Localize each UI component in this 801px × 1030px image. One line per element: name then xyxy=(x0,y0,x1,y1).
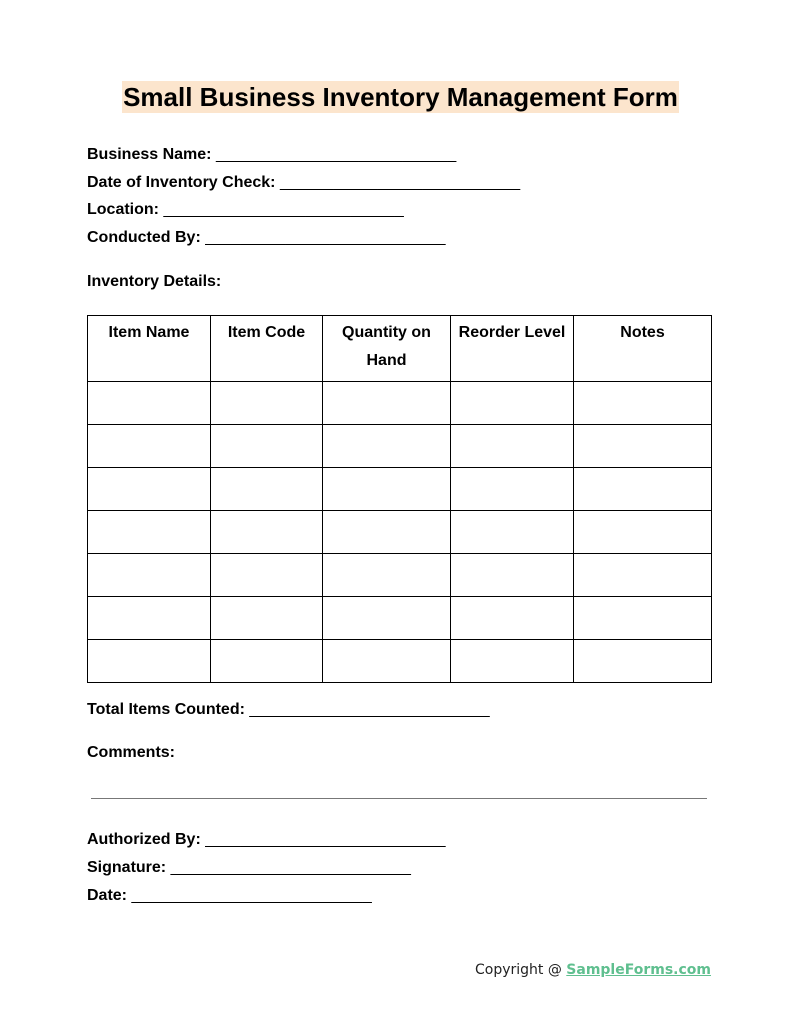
inventory-details-heading: Inventory Details: xyxy=(87,273,222,290)
cell[interactable] xyxy=(211,554,323,597)
cell[interactable] xyxy=(574,640,712,683)
cell[interactable] xyxy=(323,597,451,640)
location-field[interactable] xyxy=(87,200,404,220)
field-label: Total Items Counted: xyxy=(87,701,245,718)
field-blank[interactable]: ___________________________ xyxy=(205,229,446,246)
business-name-field[interactable] xyxy=(87,145,456,165)
cell[interactable] xyxy=(574,597,712,640)
col-quantity: Quantity on Hand xyxy=(323,316,451,382)
cell[interactable] xyxy=(323,468,451,511)
field-label: Location: xyxy=(87,201,159,218)
cell[interactable] xyxy=(211,468,323,511)
field-label: Signature: xyxy=(87,859,167,876)
cell[interactable] xyxy=(211,640,323,683)
cell[interactable] xyxy=(451,640,574,683)
cell[interactable] xyxy=(451,468,574,511)
copyright-footer xyxy=(475,962,711,978)
cell[interactable] xyxy=(574,511,712,554)
cell[interactable] xyxy=(323,554,451,597)
comments-line[interactable] xyxy=(91,798,707,799)
col-reorder-level: Reorder Level xyxy=(451,316,574,382)
field-blank[interactable]: ___________________________ xyxy=(131,887,372,904)
cell[interactable] xyxy=(451,511,574,554)
field-blank[interactable]: ___________________________ xyxy=(170,859,411,876)
cell[interactable] xyxy=(323,640,451,683)
copyright-text: Copyright @ xyxy=(474,962,567,978)
table-row xyxy=(88,511,712,554)
field-label: Conducted By: xyxy=(87,229,201,246)
cell[interactable] xyxy=(88,640,211,683)
field-label: Date of Inventory Check: xyxy=(87,174,276,191)
table-row xyxy=(88,554,712,597)
cell[interactable] xyxy=(323,382,451,425)
col-notes: Notes xyxy=(574,316,712,382)
sampleforms-link[interactable]: SampleForms.com xyxy=(566,962,711,978)
cell[interactable] xyxy=(88,468,211,511)
table-header-row xyxy=(88,316,712,382)
table-row xyxy=(88,597,712,640)
field-blank[interactable]: ___________________________ xyxy=(215,146,457,163)
cell[interactable] xyxy=(574,468,712,511)
cell[interactable] xyxy=(211,382,323,425)
field-blank[interactable]: ___________________________ xyxy=(163,201,404,218)
cell[interactable] xyxy=(88,554,211,597)
field-blank[interactable]: ___________________________ xyxy=(205,831,446,848)
cell[interactable] xyxy=(211,511,323,554)
table-row xyxy=(88,468,712,511)
field-label: Business Name: xyxy=(87,146,212,163)
title-wrap xyxy=(0,81,801,113)
cell[interactable] xyxy=(88,382,211,425)
col-item-name: Item Name xyxy=(88,316,211,382)
field-label: Date: xyxy=(87,887,128,904)
cell[interactable] xyxy=(88,597,211,640)
cell[interactable] xyxy=(88,425,211,468)
cell[interactable] xyxy=(574,554,712,597)
table-row xyxy=(88,425,712,468)
cell[interactable] xyxy=(574,425,712,468)
date-field[interactable] xyxy=(87,886,372,906)
signature-field[interactable] xyxy=(87,858,411,878)
cell[interactable] xyxy=(323,511,451,554)
field-blank[interactable]: ___________________________ xyxy=(249,701,490,718)
field-label: Authorized By: xyxy=(87,831,201,848)
cell[interactable] xyxy=(211,597,323,640)
cell[interactable] xyxy=(88,511,211,554)
cell[interactable] xyxy=(323,425,451,468)
authorized-by-field[interactable] xyxy=(87,830,446,850)
col-item-code: Item Code xyxy=(211,316,323,382)
cell[interactable] xyxy=(451,597,574,640)
table-row xyxy=(88,382,712,425)
cell[interactable] xyxy=(211,425,323,468)
inventory-table xyxy=(87,315,712,683)
cell[interactable] xyxy=(451,554,574,597)
page-title: Small Business Inventory Management Form xyxy=(123,82,678,112)
cell[interactable] xyxy=(451,425,574,468)
field-blank[interactable]: ___________________________ xyxy=(279,174,521,191)
cell[interactable] xyxy=(574,382,712,425)
cell[interactable] xyxy=(451,382,574,425)
total-items-field[interactable] xyxy=(87,700,490,720)
comments-label: Comments: xyxy=(87,744,176,761)
date-of-check-field[interactable] xyxy=(87,173,520,193)
table-row xyxy=(88,640,712,683)
conducted-by-field[interactable] xyxy=(87,228,446,248)
